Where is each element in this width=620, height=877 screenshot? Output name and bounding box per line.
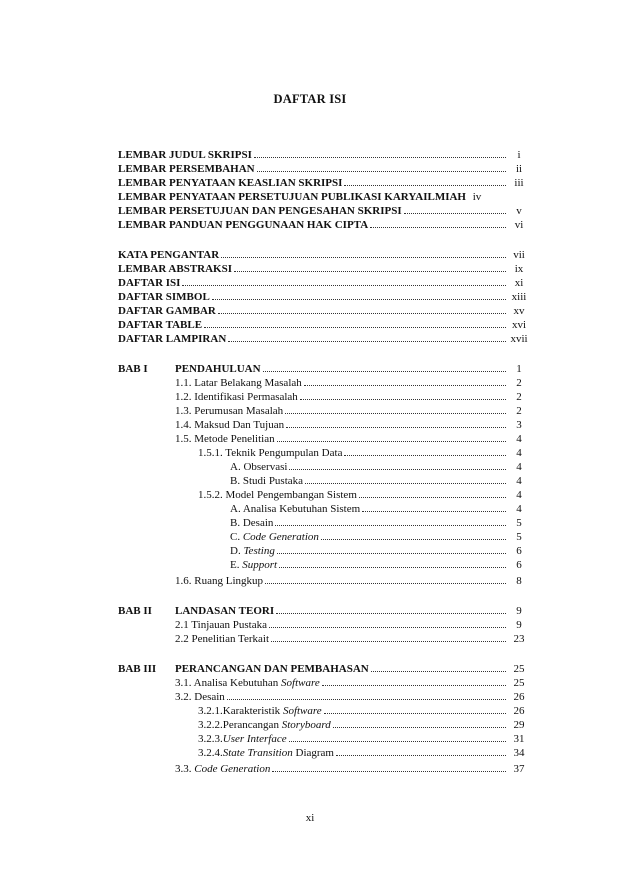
toc-entry[interactable]	[118, 262, 530, 276]
toc-entry-page: i	[517, 149, 521, 161]
toc-entry[interactable]	[175, 390, 530, 404]
toc-entry[interactable]	[230, 516, 530, 530]
toc-entry-page: xvi	[511, 319, 527, 331]
toc-entry-label: E. Support	[230, 559, 278, 571]
toc-entry-page: xvii	[510, 333, 528, 345]
dot-leader	[362, 502, 506, 512]
toc-entry-label: 3.3. Code Generation	[175, 763, 271, 775]
toc-entry[interactable]	[175, 662, 530, 676]
toc-entry-page: 25	[513, 663, 525, 675]
toc-entry[interactable]	[198, 446, 530, 460]
toc-entry-label: A. Analisa Kebutuhan Sistem	[230, 503, 361, 515]
toc-entry[interactable]	[118, 248, 530, 262]
toc-entry-page: 6	[516, 559, 522, 571]
chapter-label: BAB III	[118, 663, 157, 675]
toc-entry-label: C. Code Generation	[230, 531, 319, 543]
toc-entry-label: DAFTAR ISI	[118, 277, 181, 289]
dot-leader	[344, 446, 506, 456]
toc-entry-label: LEMBAR PENYATAAN PERSETUJUAN PUBLIKASI KARYAILMIAH	[118, 191, 466, 203]
toc-entry-page: ii	[515, 163, 523, 175]
dot-leader	[322, 676, 506, 686]
dot-leader	[277, 432, 506, 442]
toc-entry-label: LEMBAR PERSETUJUAN DAN PENGESAHAN SKRIPSI	[118, 205, 402, 217]
dot-leader	[234, 262, 506, 272]
toc-entry-page: 9	[516, 605, 522, 617]
toc-entry-label: LEMBAR PERSEMBAHAN	[118, 163, 255, 175]
toc-entry[interactable]	[118, 204, 530, 218]
toc-entry-page: vii	[513, 249, 525, 261]
toc-entry-label: 3.2.1.Karakteristik Software	[198, 705, 322, 717]
dot-leader	[271, 632, 506, 642]
dot-leader	[227, 690, 506, 700]
dot-leader	[359, 488, 506, 498]
toc-entry-page: 2	[516, 377, 522, 389]
toc-entry[interactable]	[118, 304, 530, 318]
dot-leader	[182, 276, 506, 286]
dot-leader	[265, 574, 506, 584]
toc-entry-label: 1.4. Maksud Dan Tujuan	[175, 419, 285, 431]
dot-leader	[263, 362, 506, 372]
toc-entry-page: 5	[516, 531, 522, 543]
toc-entry-label: DAFTAR SIMBOL	[118, 291, 210, 303]
dot-leader	[300, 390, 506, 400]
toc-entry-label: 3.2.2.Perancangan Storyboard	[198, 719, 331, 731]
toc-entry[interactable]	[175, 690, 530, 704]
toc-entry[interactable]	[175, 676, 530, 690]
dot-leader	[371, 662, 506, 672]
toc-entry-page: 23	[513, 633, 525, 645]
toc-entry[interactable]	[230, 474, 530, 488]
dot-leader	[218, 304, 506, 314]
dot-leader	[289, 732, 506, 742]
toc-entry[interactable]	[118, 190, 530, 204]
toc-entry-label: 3.2.4.State Transition Diagram	[198, 747, 334, 759]
toc-entry-page: 4	[516, 503, 522, 515]
toc-entry-page: v	[516, 205, 522, 217]
toc-entry-page: 37	[513, 763, 525, 775]
toc-entry-page: 1	[516, 363, 522, 375]
toc-entry-page: 9	[516, 619, 522, 631]
dot-leader	[257, 162, 506, 172]
toc-entry-label: DAFTAR LAMPIRAN	[118, 333, 227, 345]
toc-entry-label: D. Testing	[230, 545, 275, 557]
toc-entry-page: 31	[513, 733, 525, 745]
toc-entry-label: LEMBAR JUDUL SKRIPSI	[118, 149, 252, 161]
toc-entry[interactable]	[118, 276, 530, 290]
toc-entry[interactable]	[118, 218, 530, 232]
toc-entry[interactable]	[175, 618, 530, 632]
toc-entry[interactable]	[175, 418, 530, 432]
toc-entry[interactable]	[118, 162, 530, 176]
toc-entry-page: 34	[513, 747, 525, 759]
dot-leader	[370, 218, 506, 228]
toc-entry-page: 5	[516, 517, 522, 529]
dot-leader	[286, 418, 506, 428]
dot-leader	[344, 176, 506, 186]
chapter-label: BAB II	[118, 605, 152, 617]
toc-entry-page: 29	[513, 719, 525, 731]
toc-entry[interactable]	[175, 404, 530, 418]
toc-entry-label: 1.5.1. Teknik Pengumpulan Data	[198, 447, 343, 459]
chapter-label: BAB I	[118, 363, 148, 375]
toc-entry-label: 1.3. Perumusan Masalah	[175, 405, 284, 417]
toc-entry-page: 25	[513, 677, 525, 689]
toc-entry-label: LANDASAN TEORI	[175, 605, 275, 617]
toc-entry-label: LEMBAR PENYATAAN KEASLIAN SKRIPSI	[118, 177, 343, 189]
dot-leader	[204, 318, 506, 328]
toc-entry-label: LEMBAR PANDUAN PENGGUNAAN HAK CIPTA	[118, 219, 369, 231]
dot-leader	[336, 746, 506, 756]
toc-entry-label: 1.6. Ruang Lingkup	[175, 575, 263, 587]
toc-entry-label: 3.1. Analisa Kebutuhan Software	[175, 677, 320, 689]
toc-entry[interactable]	[175, 362, 530, 376]
toc-entry[interactable]	[230, 530, 530, 544]
toc-entry-label: 3.2.3.User Interface	[198, 733, 287, 745]
dot-leader	[275, 516, 506, 526]
toc-entry-page: ix	[514, 263, 524, 275]
toc-entry[interactable]	[175, 762, 530, 776]
toc-entry-label: 1.5.2. Model Pengembangan Sistem	[198, 489, 357, 501]
toc-entry-page: 8	[516, 575, 522, 587]
toc-entry-label: B. Studi Pustaka	[230, 475, 304, 487]
page-number: xi	[305, 812, 315, 824]
toc-entry-page: 4	[516, 461, 522, 473]
toc-entry-label: A. Observasi	[230, 461, 288, 473]
toc-entry[interactable]	[230, 558, 530, 572]
toc-entry[interactable]	[118, 148, 530, 162]
toc-entry-label: 2.2 Penelitian Terkait	[175, 633, 270, 645]
toc-entry[interactable]	[198, 746, 530, 760]
toc-entry-page: xi	[514, 277, 524, 289]
toc-entry[interactable]	[118, 332, 530, 346]
toc-entry-label: DAFTAR TABLE	[118, 319, 203, 331]
toc-entry-page: 4	[516, 489, 522, 501]
toc-entry-page: 6	[516, 545, 522, 557]
toc-entry[interactable]	[230, 544, 530, 558]
toc-entry[interactable]	[230, 460, 530, 474]
toc-entry[interactable]	[118, 290, 530, 304]
toc-entry-page: vi	[514, 219, 524, 231]
toc-entry-label: 1.5. Metode Penelitian	[175, 433, 275, 445]
toc-entry-label: KATA PENGANTAR	[118, 249, 220, 261]
toc-entry-label: 2.1 Tinjauan Pustaka	[175, 619, 267, 631]
toc-entry-page: iii	[514, 177, 524, 189]
toc-entry-page: 3	[516, 419, 522, 431]
toc-entry-page: iv	[472, 191, 482, 203]
toc-entry[interactable]	[230, 502, 530, 516]
toc-entry[interactable]	[175, 632, 530, 646]
toc-entry[interactable]	[175, 604, 530, 618]
dot-leader	[228, 332, 506, 342]
toc-entry-page: 4	[516, 433, 522, 445]
dot-leader	[333, 718, 506, 728]
toc-entry[interactable]	[118, 176, 530, 190]
toc-entry[interactable]	[198, 718, 530, 732]
toc-entry-page: 4	[516, 475, 522, 487]
toc-entry-label: B. Desain	[230, 517, 274, 529]
toc-entry-label: 1.1. Latar Belakang Masalah	[175, 377, 302, 389]
toc-entry-label: LEMBAR ABSTRAKSI	[118, 263, 233, 275]
dot-leader	[404, 204, 506, 214]
toc-entry-label: DAFTAR GAMBAR	[118, 305, 216, 317]
dot-leader	[285, 404, 506, 414]
toc-entry[interactable]	[175, 574, 530, 588]
toc-entry-page: 26	[513, 691, 525, 703]
dot-leader	[276, 604, 506, 614]
dot-leader	[269, 618, 506, 628]
toc-entry[interactable]	[198, 732, 530, 746]
dot-leader	[304, 376, 506, 386]
toc-entry[interactable]	[175, 376, 530, 390]
dot-leader	[305, 474, 506, 484]
toc-entry-page: 2	[516, 391, 522, 403]
toc-entry-label: PENDAHULUAN	[175, 363, 261, 375]
toc-entry-page: xiii	[511, 291, 527, 303]
dot-leader	[277, 544, 506, 554]
dot-leader	[324, 704, 506, 714]
toc-entry-page: 26	[513, 705, 525, 717]
toc-entry-label: PERANCANGAN DAN PEMBAHASAN	[175, 663, 369, 675]
toc-entry-page: 4	[516, 447, 522, 459]
page-title: DAFTAR ISI	[273, 92, 347, 106]
toc-entry[interactable]	[198, 704, 530, 718]
dot-leader	[254, 148, 506, 158]
toc-entry-label: 1.2. Identifikasi Permasalah	[175, 391, 298, 403]
toc-entry[interactable]	[198, 488, 530, 502]
dot-leader	[212, 290, 506, 300]
toc-entry-page: 2	[516, 405, 522, 417]
dot-leader	[272, 762, 506, 772]
dot-leader	[289, 460, 506, 470]
toc-entry-label: 3.2. Desain	[175, 691, 225, 703]
dot-leader	[221, 248, 506, 258]
toc-entry-page: xv	[513, 305, 525, 317]
dot-leader	[279, 558, 506, 568]
toc-entry[interactable]	[175, 432, 530, 446]
toc-entry[interactable]	[118, 318, 530, 332]
dot-leader	[321, 530, 506, 540]
